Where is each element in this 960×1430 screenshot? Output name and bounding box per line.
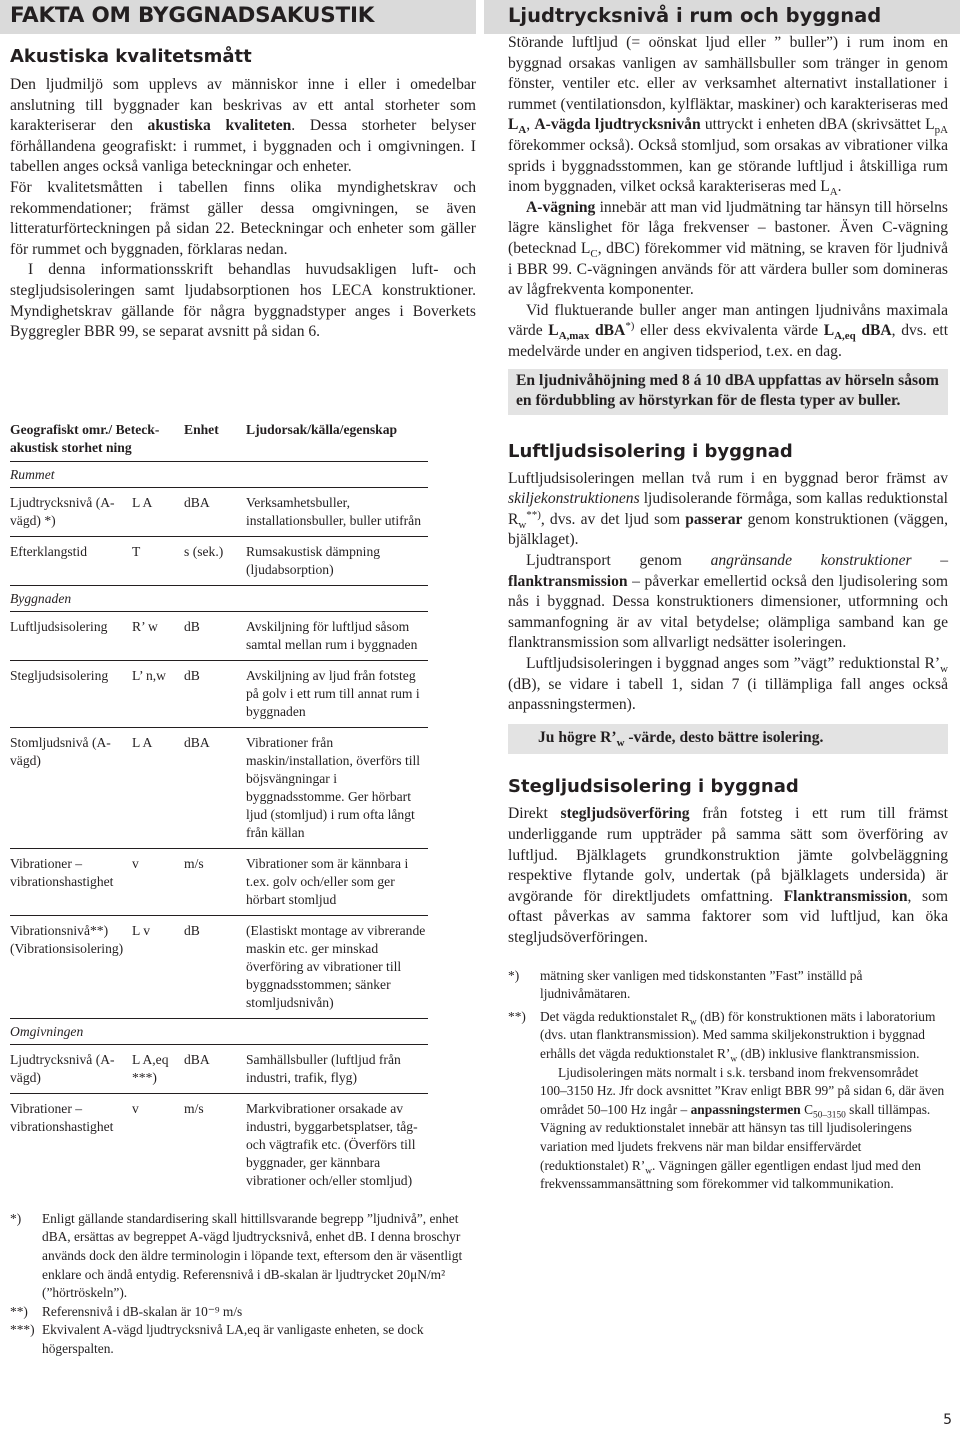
right-footnote-3: Ljudisoleringen mäts normalt i s.k. tersband inom frekvensområdet 100–3150 Hz. Jfr dock avsnittet ”Krav enligt BBR 99” på sidan 6, där även området 50–100 Hz ingår – anpassningstermen $C_{50-3150}$ skall tillämpas. Vägning av reduktionstalet innebär att hänsyn tas till ljudisoleringens variation med ljudets frekvens när man bildar ensiffervärdet (reduktionstalet) $R’_w$. Vägningen gäller egentligen endast ljud med den frekvenssammansättning som förekommer vid talkommunikation. xyxy=(540,1064,945,1192)
cell-unit: dBA xyxy=(184,1044,246,1093)
cell-quantity: Ljudtrycksnivå (A-vägd) xyxy=(10,1044,132,1093)
cell-source: Verksamhetsbuller, installationsbuller, buller utifrån xyxy=(246,487,428,536)
cell-symbol: T xyxy=(132,536,184,585)
intro-paragraph-3: I denna informationsskrift behandlas huvudsakligen luft- och stegljudsisoleringen samt ljudabsorptionen hos LECA konstruktioner. Myndighetskrav gällande för några byggnadstyper anges i Boverkets Byggregler BBR 99, se separat avsnitt på sidan 6. xyxy=(10,261,476,341)
right-column xyxy=(508,0,948,1194)
header-source: Ljudorsak/källa/egenskap xyxy=(246,421,398,437)
page-title: FAKTA OM BYGGNADSAKUSTIK xyxy=(10,3,375,28)
airborne-paragraph-2: Ljudtransport genom angränsande konstruktioner – flanktransmission – påverkar emellertid också den ljudisolering som nås i byggnad. Dessa konstruktioners dimensioner, utformning och sammanfogning är av vital betydelse; olämpliga samband kan ge flanktransmission som allvarligt nedsätter isoleringen. xyxy=(508,552,948,652)
cell-unit: dB xyxy=(184,915,246,1018)
airborne-paragraph-3: Luftljudsisoleringen i byggnad anges som ”vägt” reduktionstal $R’_w$ (dB), se vidare i tabell 1, sidan 7 (i tillämpliga fall anges också anpassningstermen). xyxy=(508,655,948,714)
airborne-paragraph-1: Luftljudsisoleringen mellan två rum i en byggnad beror främst av skiljekonstruktionens ljudisolerande förmåga, som kallas reduktionstal $R_w^{**)}$, dvs. av det ljud som passerar genom konstruktionen (väggen, bjälklaget). xyxy=(508,469,948,549)
header-quantity: Geografiskt omr./ Beteck- akustisk storhet ning xyxy=(10,421,160,455)
cell-symbol: v xyxy=(132,1093,184,1196)
footnote-1: *) Enligt gällande standardisering skall hittillsvarande begrepp ”ljudnivå”, enhet dBA, ersättas av begreppet A-vägd ljudtrycksnivå, enhet dB. I denna broschyr används dock den äldre terminologin i löpande text, eftersom den är väsentligt enklare och ändå entydig. Referensnivå i dB-skalan är ljudtrycket 20μN/m² (”hörtröskeln”). xyxy=(10,1210,463,1301)
cell-source: Markvibrationer orsakade av industri, byggarbetsplatser, tåg- och vägtrafik etc. (Överförs till byggnader, ger kännbara vibrationer och/eller stomljud) xyxy=(246,1093,428,1196)
section-title-sound-pressure: Ljudtrycksnivå i rum och byggnad xyxy=(508,4,882,27)
cell-symbol: L A xyxy=(132,487,184,536)
table-row xyxy=(10,536,428,585)
cell-quantity: Vibrationsnivå**) (Vibrationsisolering) xyxy=(10,915,132,1018)
category-building: Byggnaden xyxy=(10,585,428,611)
cell-quantity: Ljudtrycksnivå (A-vägd) *) xyxy=(10,487,132,536)
cell-quantity: Stomljudsnivå (A-vägd) xyxy=(10,727,132,848)
table-header-row xyxy=(10,421,428,462)
cell-unit: m/s xyxy=(184,848,246,915)
cell-source: Rumsakustisk dämpning (ljudabsorption) xyxy=(246,536,428,585)
callout-loudness: En ljudnivåhöjning med 8 á 10 dBA uppfattas av hörseln såsom en fördubbling av hörstyrkan för de flesta typer av buller. xyxy=(508,369,948,415)
right-footnote-1: *) mätning sker vanligen med tidskonstanten ”Fast” inställd på ljudnivåmätaren. xyxy=(508,967,863,1002)
right-paragraph-1: Störande luftljud (= oönskat ljud eller ” buller”) i rum inom en byggnad orsakas vanligen av samhällsbuller som tränger in genom fönster, ventiler etc. eller av verksamhet alternativt installationer i rummet (ventilationsdon, kylfläktar, maskiner) och karakteriseras med $L_A$, A-vägda ljudtrycksnivån uttryckt i enheten dBA (skrivsättet $L_{pA}$ förekommer också). Också stomljud, som orsakas av vibrationer vilka sprids i byggnadsstommen, kan ge störande luftljud i åtskilliga rum inom byggnaden, vilket också karakteriseras med $L_A$. xyxy=(508,34,948,199)
cell-source: Avskiljning av ljud från fotsteg på golv i ett rum till annat rum i byggnaden xyxy=(246,660,428,727)
right-footnote-2: **) Det vägda reduktionstalet $R_w$ (dB) för konstruktionen mäts i laboratorium (dvs. utan flanktransmission). Med samma skiljekonstruktion i byggnad erhålls det vägda reduktionstalet $R’_w$ (dB) inklusive flanktransmission. xyxy=(508,1008,936,1065)
cell-quantity: Stegljudsisolering xyxy=(10,660,132,727)
table-row xyxy=(10,611,428,660)
cell-unit: s (sek.) xyxy=(184,536,246,585)
cell-unit: m/s xyxy=(184,1093,246,1196)
table-row xyxy=(10,660,428,727)
table-row xyxy=(10,1093,428,1196)
page-number: 5 xyxy=(943,1412,952,1428)
category-environment: Omgivningen xyxy=(10,1018,428,1044)
cell-source: Avskiljning för luftljud såsom samtal mellan rum i byggnaden xyxy=(246,611,428,660)
right-paragraph-3: Vid fluktuerande buller anger man antingen ljudnivåns maximala värde $L_{A,max}$ dBA*) eller dess ekvivalenta värde $L_{A,eq}$ dBA, dvs. ett medelvärde under en angiven tidsperiod, t.ex. en dag. xyxy=(508,301,949,360)
cell-source: Vibrationer från maskin/installation, överförs till böjsvängningar i byggnadsstomme. Ger hörbart ljud (stomljud) i rum ofta långt från källan xyxy=(246,727,428,848)
cell-quantity: Vibrationer – vibrationshastighet xyxy=(10,1093,132,1196)
cell-symbol: L’ n,w xyxy=(132,660,184,727)
cell-unit: dB xyxy=(184,660,246,727)
category-room: Rummet xyxy=(10,461,428,487)
table-row xyxy=(10,1044,428,1093)
section-title-impact: Stegljudsisolering i byggnad xyxy=(508,776,799,798)
cell-unit: dBA xyxy=(184,727,246,848)
cell-symbol: v xyxy=(132,848,184,915)
category-row xyxy=(10,585,428,611)
cell-source: Vibrationer som är kännbara i t.ex. golv och/eller som ger hörbart stomljud xyxy=(246,848,428,915)
left-column xyxy=(10,0,476,1358)
table-row xyxy=(10,915,428,1018)
cell-quantity: Luftljudsisolering xyxy=(10,611,132,660)
impact-paragraph-1: Direkt stegljudsöverföring från fotsteg i ett rum till främst underliggande rum uppträder på samma sätt som överföring av luftljud. Bjälklagets grundkonstruktion jämte golvbeläggning respektive flytande golv, undertak (på bjälklagets undersida) är avgörande för direktljudets omfattning. Flanktransmission, som oftast påverkas av samma faktorer som vid luftljud, kan öka stegljudsöverföringen. xyxy=(508,805,948,946)
intro-paragraph-2: För kvalitetsmåtten i tabellen finns olika myndighetskrav och rekommendationer; främst gäller dessa omgivningen, se även litteraturförteckningen på sidan 22. Beteckningar och enheter som gäller för rummet och byggnaden, förklaras nedan. xyxy=(10,178,476,258)
cell-symbol: R’ w xyxy=(132,611,184,660)
cell-source: (Elastiskt montage av vibrerande maskin etc. ger minskad överföring av vibrationer till byggnadsstommen; sänker stomljudsnivån) xyxy=(246,915,428,1018)
cell-symbol: L A xyxy=(132,727,184,848)
section-title-quality: Akustiska kvalitetsmått xyxy=(10,46,252,67)
intro-paragraph-1: Den ljudmiljö som upplevs av människor inne i eller i omedelbar anslutning till byggnader kan beskrivas av ett antal storheter som karakteriserar den akustiska kvaliteten. Dessa storheter belyser förhållandena geografiskt: i rummet, i byggnaden och i omgivningen. I tabellen anges också vanliga beteckningar och enheter. xyxy=(10,76,476,176)
cell-source: Samhällsbuller (luftljud från industri, trafik, flyg) xyxy=(246,1044,428,1093)
table-row xyxy=(10,727,428,848)
category-row xyxy=(10,1018,428,1044)
cell-symbol: L A,eq ***) xyxy=(132,1044,184,1093)
footnote-3: ***) Ekvivalent A-vägd ljudtrycksnivå LA,eq är vanligaste enheten, se dock högerspalten. xyxy=(10,1322,424,1356)
callout-rw: Ju högre $R’_w$ -värde, desto bättre isolering. xyxy=(508,724,948,755)
header-unit: Enhet xyxy=(184,421,219,437)
table-row xyxy=(10,848,428,915)
section-title-airborne: Luftljudsisolering i byggnad xyxy=(508,440,793,462)
acoustic-quantities-table xyxy=(10,421,428,1196)
cell-symbol: L v xyxy=(132,915,184,1018)
right-paragraph-2: A-vägning innebär att man vid ljudmätning tar hänsyn till hörselns lägre känslighet för låga frekvenser – bastoner. Även C-vägning (betecknad $L_C$, dBC) förekommer vid mätning, se kraven för ljudnivå i BBR 99. C-vägningen används för att värdera buller som domineras av lågfrekventa komponenter. xyxy=(508,198,948,299)
footnote-2: **) Referensnivå i dB-skalan är 10⁻⁹ m/s xyxy=(10,1303,243,1319)
cell-quantity: Efterklangstid xyxy=(10,536,132,585)
cell-unit: dBA xyxy=(184,487,246,536)
cell-unit: dB xyxy=(184,611,246,660)
cell-quantity: Vibrationer – vibrationshastighet xyxy=(10,848,132,915)
table-row xyxy=(10,487,428,536)
category-row xyxy=(10,461,428,487)
